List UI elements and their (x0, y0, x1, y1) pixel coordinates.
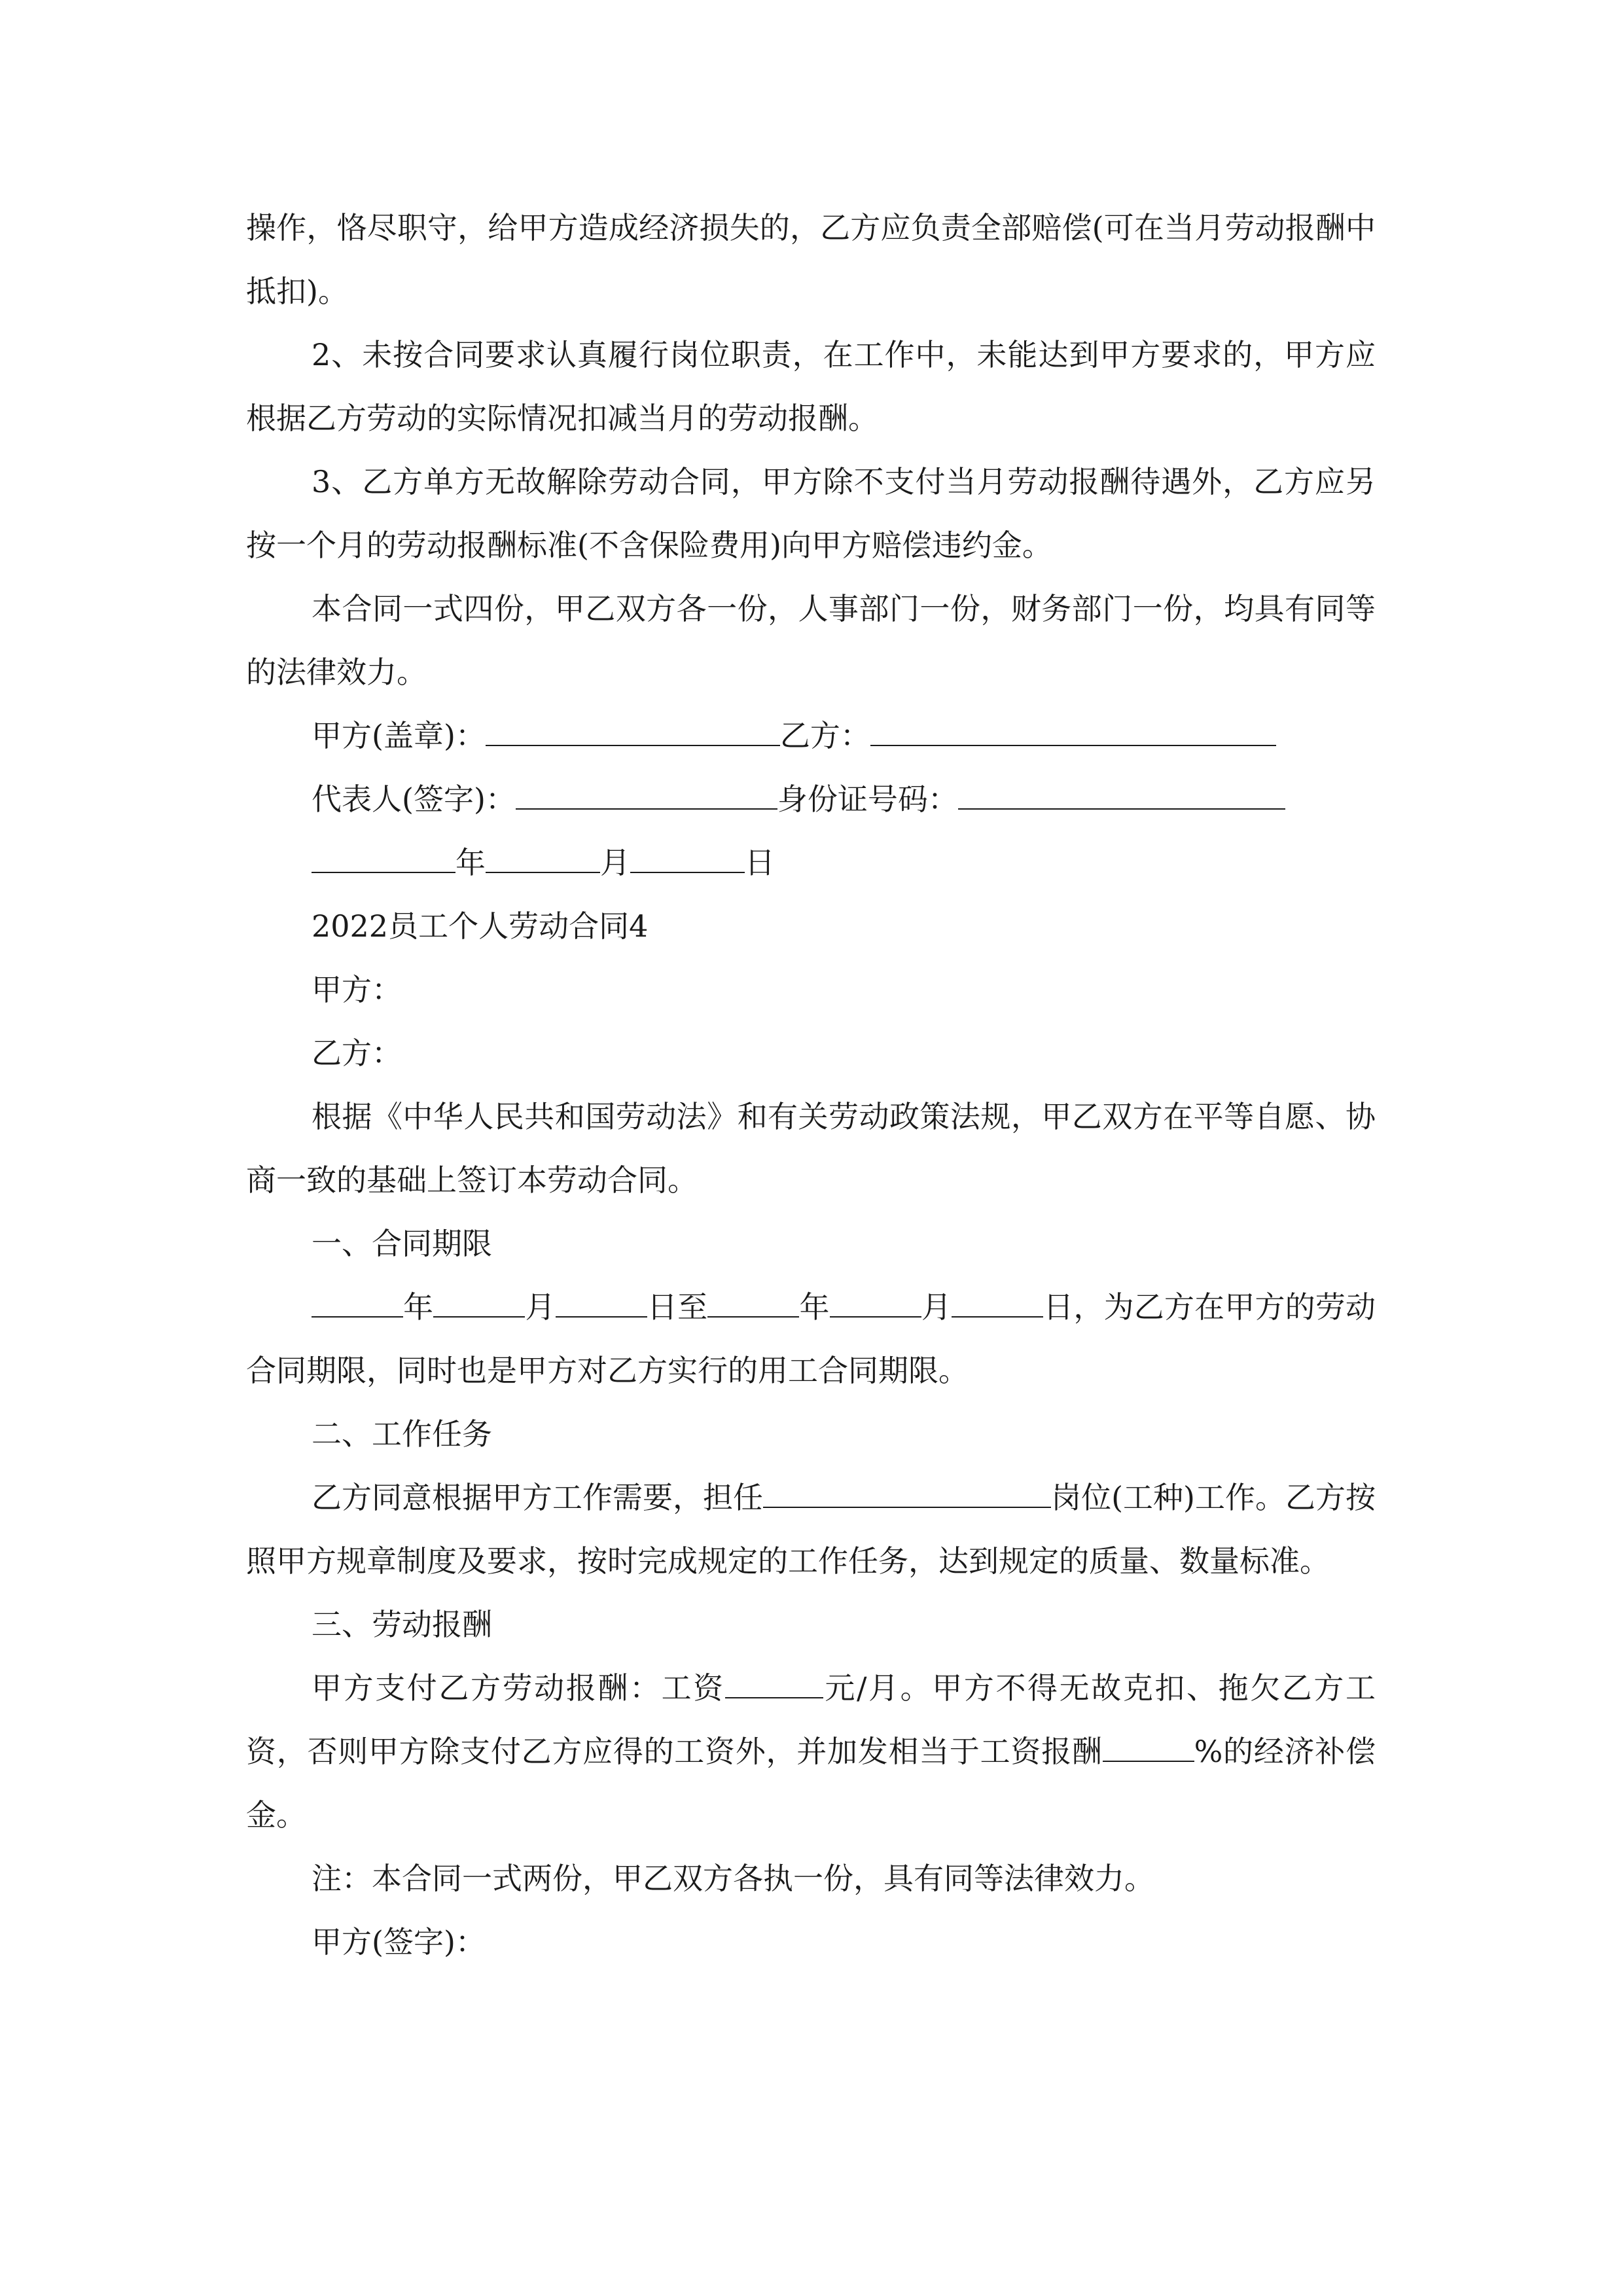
section-2-title: 二、工作任务 (312, 1416, 492, 1452)
party-a-seal-blank[interactable] (486, 719, 780, 746)
clause-3: 3、乙方单方无故解除劳动合同，甲方除不支付当月劳动报酬待遇外，乙方应另按一个月的劳动报酬标准(不含保险费用)向甲方赔偿违约金。 (246, 464, 1376, 563)
salary-blank[interactable] (725, 1671, 823, 1698)
signature-line-2 (246, 768, 1376, 831)
intro-paragraph: 根据《中华人民共和国劳动法》和有关劳动政策法规，甲乙双方在平等自愿、协商一致的基础上签订本劳动合同。 (246, 1099, 1376, 1198)
salary-text-before: 甲方支付乙方劳动报酬：工资 (312, 1670, 725, 1706)
end-year-blank[interactable] (707, 1290, 799, 1318)
party-b-blank[interactable] (870, 719, 1276, 746)
start-day-blank[interactable] (556, 1290, 647, 1318)
year-label: 年 (455, 845, 486, 880)
start-month-label: 月 (525, 1289, 556, 1325)
party-b-label: 乙方： (779, 718, 870, 753)
salary-text-after: %的经济补偿金。 (246, 1734, 1376, 1833)
end-year-label: 年 (799, 1289, 830, 1325)
month-blank[interactable] (486, 846, 600, 873)
term-text: 日，为乙方在甲方的劳动合同期限，同时也是甲方对乙方实行的用工合同期限。 (246, 1289, 1376, 1388)
job-text-before: 乙方同意根据甲方工作需要，担任 (312, 1480, 764, 1515)
clause-2: 2、未按合同要求认真履行岗位职责，在工作中，未能达到甲方要求的，甲方应根据乙方劳动的实际情况扣减当月的劳动报酬。 (246, 337, 1376, 436)
day-blank[interactable] (630, 846, 745, 873)
start-year-label: 年 (403, 1289, 434, 1325)
section-3-text (246, 1657, 1376, 1847)
representative-blank[interactable] (516, 782, 777, 810)
party-a-seal-label: 甲方(盖章)： (312, 718, 486, 753)
end-day-blank[interactable] (952, 1290, 1043, 1318)
section-1-title: 一、合同期限 (312, 1226, 492, 1261)
job-text-after: 岗位(工种)工作。乙方按照甲方规章制度及要求，按时完成规定的工作任务，达到规定的质量、数量标准。 (246, 1480, 1376, 1579)
day-label: 日 (745, 845, 775, 880)
party-b-line: 乙方： (312, 1035, 402, 1071)
signature-line-1 (246, 704, 1376, 768)
id-number-label: 身份证号码： (777, 781, 958, 817)
start-day-label: 日至 (647, 1289, 708, 1325)
paragraph-continuation: 操作，恪尽职守，给甲方造成经济损失的，乙方应负责全部赔偿(可在当月劳动报酬中抵扣)。 (246, 210, 1376, 309)
party-a-line: 甲方： (312, 972, 402, 1007)
salary-text-middle: 元/月。甲方不得无故克扣、拖欠乙方工资，否则甲方除支付乙方应得的工资外，并加发相当于工资报酬 (246, 1670, 1376, 1769)
job-position-blank[interactable] (763, 1480, 1051, 1508)
year-blank[interactable] (312, 846, 455, 873)
document-body (246, 196, 1376, 1974)
contract-heading: 2022员工个人劳动合同4 (312, 908, 649, 944)
id-number-blank[interactable] (958, 782, 1285, 810)
start-year-blank[interactable] (312, 1290, 403, 1318)
final-signature-label: 甲方(签字)： (312, 1924, 486, 1960)
section-2-text (246, 1466, 1376, 1593)
section-1-term (246, 1276, 1376, 1403)
section-3-title: 三、劳动报酬 (312, 1607, 492, 1642)
copies-clause: 本合同一式四份，甲乙双方各一份，人事部门一份，财务部门一份，均具有同等的法律效力。 (246, 591, 1376, 690)
date-line (246, 831, 1376, 895)
start-month-blank[interactable] (433, 1290, 525, 1318)
end-month-blank[interactable] (830, 1290, 921, 1318)
note-paragraph: 注：本合同一式两份，甲乙双方各执一份，具有同等法律效力。 (312, 1861, 1154, 1896)
compensation-percent-blank[interactable] (1103, 1734, 1194, 1762)
end-month-label: 月 (921, 1289, 952, 1325)
month-label: 月 (600, 845, 630, 880)
representative-label: 代表人(签字)： (312, 781, 516, 817)
